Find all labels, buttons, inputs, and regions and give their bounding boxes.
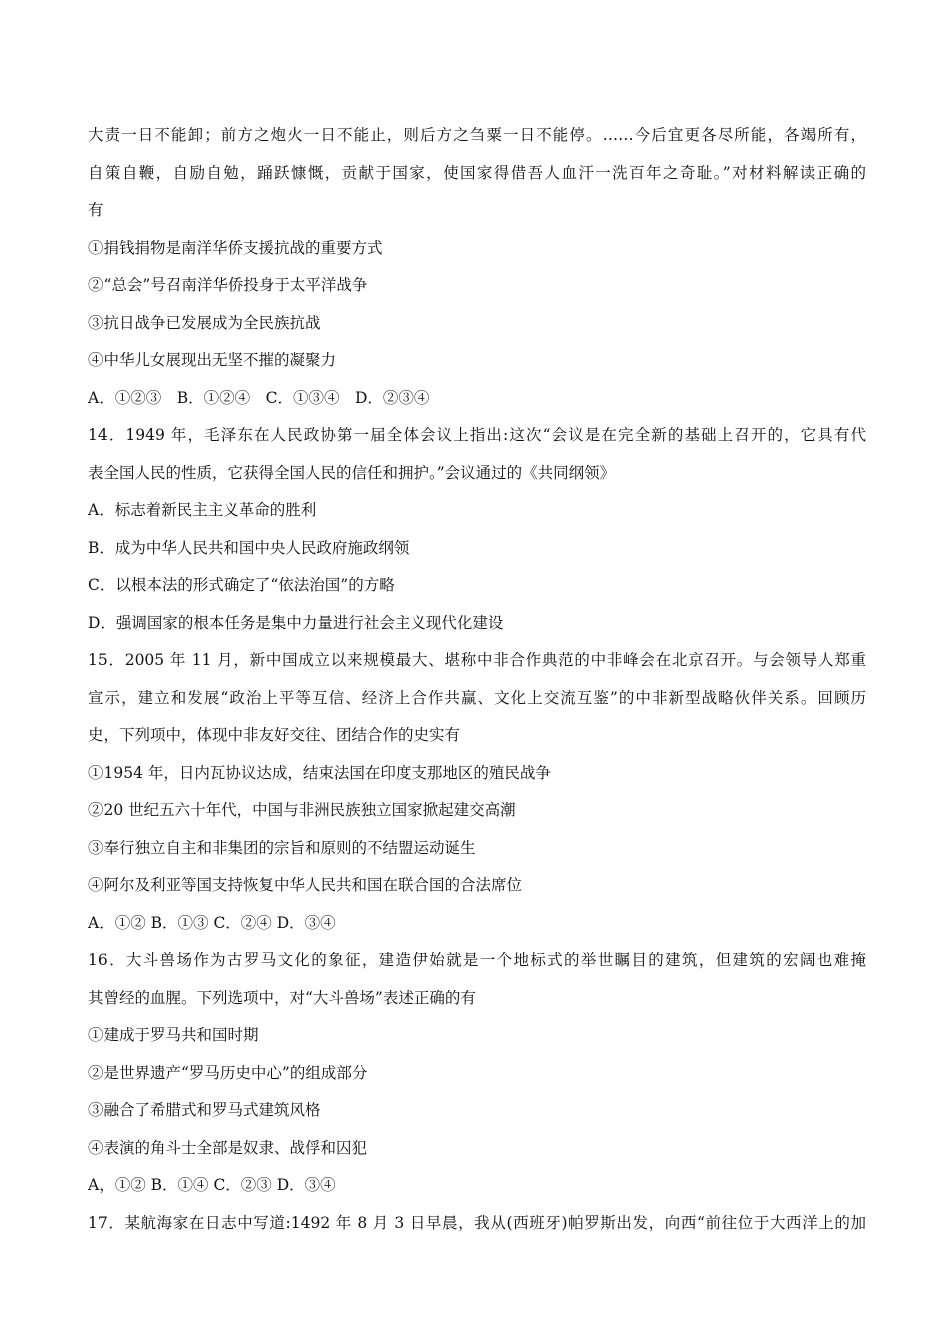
option-line: ①建成于罗马共和国时期 [88, 1026, 259, 1044]
text-line: 大责一日不能卸；前方之炮火一日不能止，则后方之刍粟一日不能停。……今后宜更各尽所能，各竭所有， [88, 126, 866, 144]
text-line: 有 [88, 201, 104, 219]
text-line: 宣示，建立和发展“政治上平等互信、经济上合作共赢、文化上交流互鉴”的中非新型战略伙伴关系。回顾历 [88, 688, 866, 707]
question-17: 17．某航海家在日志中写道:1492 年 8 月 3 日早晨，我从(西班牙)帕罗斯出发，向西“前往位于大西洋上的加 [88, 1213, 866, 1232]
option-line: ①捐钱捐物是南洋华侨支援抗战的重要方式 [88, 238, 383, 257]
option-line: ④阿尔及利亚等国支持恢复中华人民共和国在联合国的合法席位 [88, 876, 523, 894]
option-line: ③抗日战争已发展成为全民族抗战 [88, 313, 321, 332]
answer-choices: A．①②③ B．①②④ C．①③④ D．②③④ [88, 388, 430, 407]
question-14: 14．1949 年，毛泽东在人民政协第一届全体会议上指出:这次“会议是在完全新的基础上召开的，它具有代 [88, 426, 866, 444]
answer-choice: D．强调国家的根本任务是集中力量进行社会主义现代化建设 [88, 613, 504, 632]
question-15: 15．2005 年 11 月，新中国成立以来规模最大、堪称中非合作典范的中非峰会在北京召开。与会领导人郑重 [88, 651, 866, 669]
document-page [88, 117, 866, 1242]
text-line: 其曾经的血腥。下列选项中，对“大斗兽场”表述正确的有 [88, 988, 476, 1007]
option-line: ②“总会”号召南洋华侨投身于太平洋战争 [88, 276, 368, 294]
text-line: 表全国人民的性质，它获得全国人民的信任和拥护。”会议通过的《共同纲领》 [88, 463, 616, 482]
text-line: 史，下列项中，体现中非友好交往、团结合作的史实有 [88, 726, 461, 744]
option-line: ①1954 年，日内瓦协议达成，结束法国在印度支那地区的殖民战争 [88, 763, 551, 782]
text-line: 自策自鞭，自励自勉，踊跃慷慨，贡献于国家，使国家得借吾人血汗一洗百年之奇耻。”对材料解读正确的 [88, 163, 866, 182]
option-line: ②是世界遗产“罗马历史中心”的组成部分 [88, 1063, 368, 1082]
answer-choice: C．以根本法的形式确定了“依法治国”的方略 [88, 576, 395, 594]
option-line: ④中华儿女展现出无坚不摧的凝聚力 [88, 351, 337, 369]
option-line: ②20 世纪五六十年代，中国与非洲民族独立国家掀起建交高潮 [88, 801, 516, 819]
option-line: ③奉行独立自主和非集团的宗旨和原则的不结盟运动诞生 [88, 838, 476, 857]
question-16: 16．大斗兽场作为古罗马文化的象征，建造伊始就是一个地标式的举世瞩目的建筑，但建筑的宏阔也难掩 [88, 951, 866, 969]
answer-choices: A．①② B．①③ C．②④ D．③④ [88, 913, 336, 932]
answer-choice: B．成为中华人民共和国中央人民政府施政纲领 [88, 538, 410, 557]
answer-choices: A，①② B．①④ C．②③ D．③④ [88, 1176, 336, 1194]
option-line: ③融合了希腊式和罗马式建筑风格 [88, 1101, 321, 1119]
answer-choice: A．标志着新民主主义革命的胜利 [88, 501, 317, 519]
option-line: ④表演的角斗士全部是奴隶、战俘和囚犯 [88, 1138, 368, 1157]
